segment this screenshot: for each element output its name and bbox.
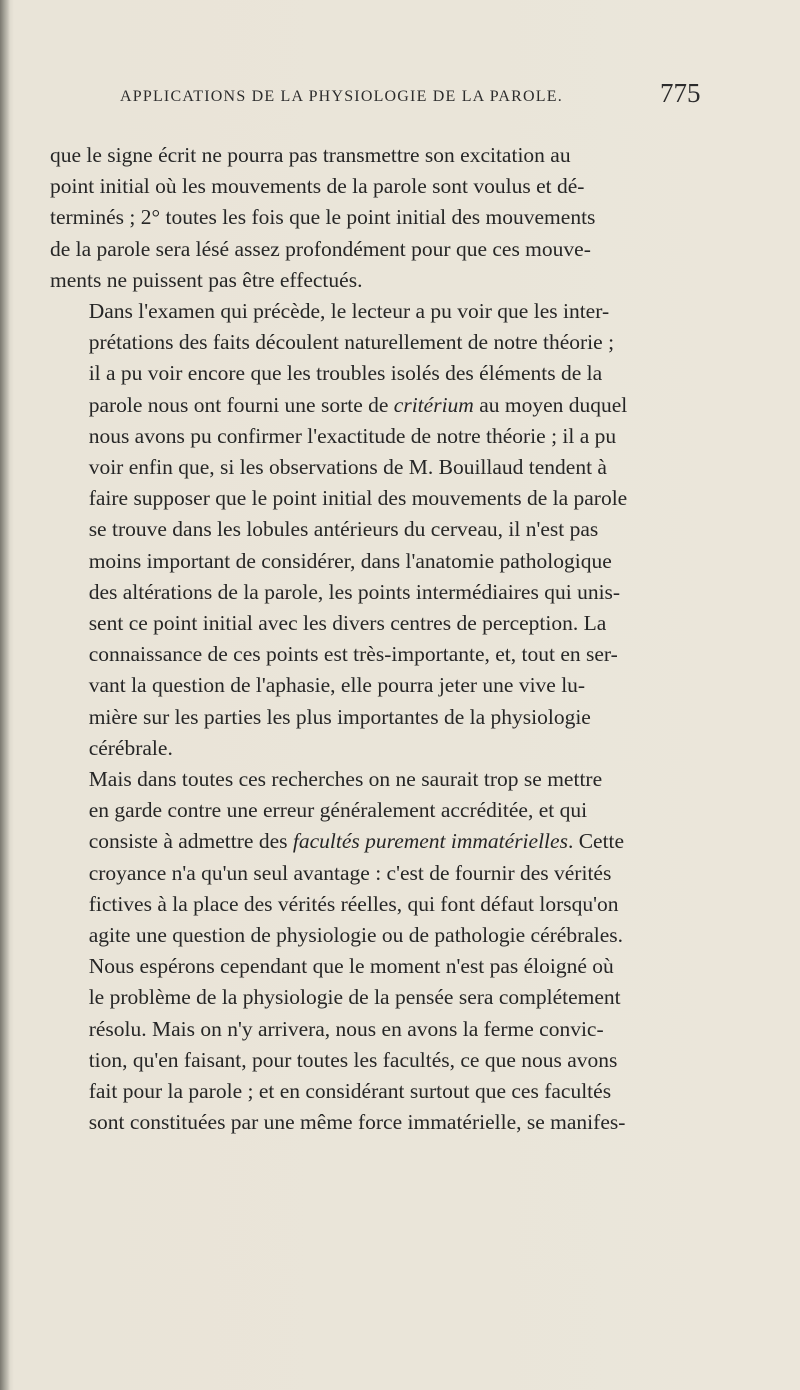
text-line: voir enfin que, si les observations de M. Bouillaud tendent à xyxy=(88,455,607,480)
italic-term: facultés purement immatérielles xyxy=(292,829,568,854)
text-line: en garde contre une erreur généralement accréditée, et qui xyxy=(88,798,588,823)
running-title: APPLICATIONS DE LA PHYSIOLOGIE DE LA PAROLE. xyxy=(120,88,563,105)
text-line: vant la question de l'aphasie, elle pourra jeter une vive lu- xyxy=(88,673,586,698)
text-line: prétations des faits découlent naturellement de notre théorie ; xyxy=(88,330,615,355)
text-segment: au moyen duquel xyxy=(473,392,628,417)
text-line: nous avons pu confirmer l'exactitude de notre théorie ; il a pu xyxy=(88,423,617,448)
text-line: le problème de la physiologie de la pensée sera complétement xyxy=(88,985,621,1010)
paragraph-4 xyxy=(50,951,725,1138)
text-line: Mais dans toutes ces recherches on ne saurait trop se mettre xyxy=(88,767,603,792)
text-line: point initial où les mouvements de la parole sont voulus et dé- xyxy=(50,174,585,199)
text-line: moins important de considérer, dans l'anatomie pathologique xyxy=(88,548,612,573)
text-line: Nous espérons cependant que le moment n'est pas éloigné où xyxy=(88,954,614,979)
text-line: sont constituées par une même force immatérielle, se manifes- xyxy=(88,1110,626,1135)
italic-term: critérium xyxy=(393,392,474,417)
text-line: de la parole sera lésé assez profondément pour que ces mouve- xyxy=(50,236,591,261)
text-segment: consiste à admettre des xyxy=(88,829,293,854)
text-line: tion, qu'en faisant, pour toutes les facultés, ce que nous avons xyxy=(88,1047,618,1072)
paragraph-3 xyxy=(50,764,725,951)
text-line xyxy=(50,390,725,421)
paragraph-1 xyxy=(50,140,725,296)
text-line: il a pu voir encore que les troubles isolés des éléments de la xyxy=(88,361,603,386)
page-number: 775 xyxy=(660,78,701,108)
text-line: sent ce point initial avec les divers centres de perception. La xyxy=(88,611,607,636)
body-text xyxy=(50,140,725,1139)
paragraph-2 xyxy=(50,296,725,764)
text-line: se trouve dans les lobules antérieurs du cerveau, il n'est pas xyxy=(88,517,599,542)
text-line: connaissance de ces points est très-importante, et, tout en ser- xyxy=(88,642,618,667)
text-segment: parole nous ont fourni une sorte de xyxy=(88,392,394,417)
text-line: mière sur les parties les plus importantes de la physiologie xyxy=(88,704,591,729)
text-line: Dans l'examen qui précède, le lecteur a pu voir que les inter- xyxy=(88,299,610,324)
binding-edge xyxy=(0,0,10,1390)
text-line: résolu. Mais on n'y arrivera, nous en avons la ferme convic- xyxy=(88,1016,604,1041)
text-line: des altérations de la parole, les points intermédiaires qui unis- xyxy=(88,579,621,604)
text-line: fictives à la place des vérités réelles, qui font défaut lorsqu'on xyxy=(88,891,619,916)
text-segment: . Cette xyxy=(567,829,625,854)
text-line: terminés ; 2° toutes les fois que le point initial des mouvements xyxy=(50,205,596,230)
text-line: que le signe écrit ne pourra pas transmettre son excitation au xyxy=(50,143,571,167)
text-line: croyance n'a qu'un seul avantage : c'est de fournir des vérités xyxy=(88,860,612,885)
text-line: fait pour la parole ; et en considérant surtout que ces facultés xyxy=(88,1079,612,1104)
text-line: ments ne puissent pas être effectués. xyxy=(50,267,363,292)
text-line: cérébrale. xyxy=(88,735,173,760)
text-line: faire supposer que le point initial des mouvements de la parole xyxy=(88,486,628,511)
text-line xyxy=(50,826,725,857)
text-line: agite une question de physiologie ou de pathologie cérébrales. xyxy=(88,923,624,948)
